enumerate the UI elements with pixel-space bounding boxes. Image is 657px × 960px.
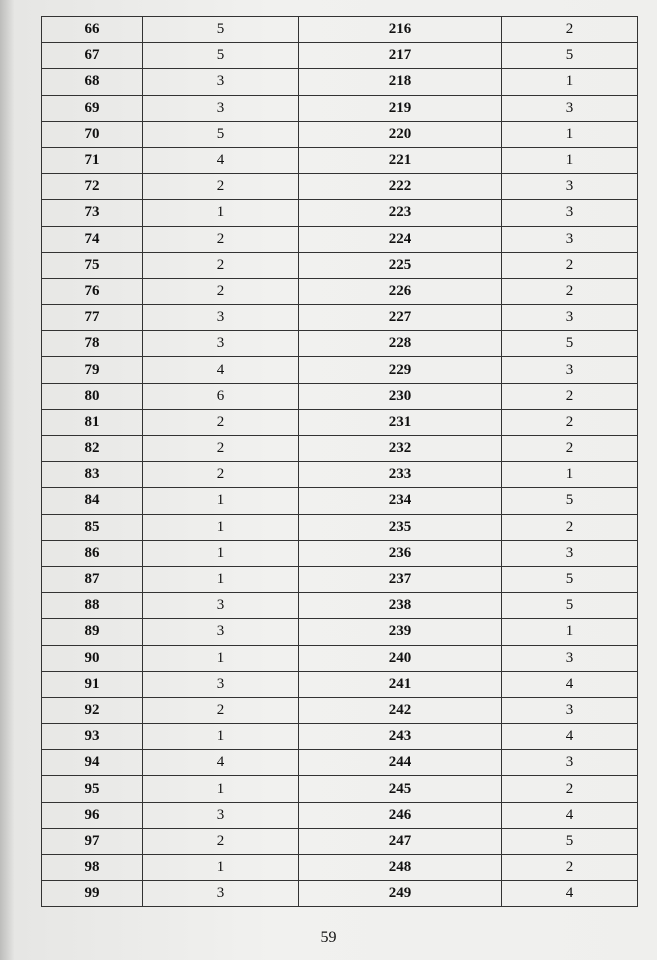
data-table xyxy=(41,16,638,907)
value-left: 1 xyxy=(143,645,299,671)
row-id-left: 84 xyxy=(42,488,143,514)
value-left: 2 xyxy=(143,828,299,854)
table-row xyxy=(42,724,638,750)
row-id-right: 234 xyxy=(299,488,502,514)
row-id-left: 83 xyxy=(42,462,143,488)
table-row xyxy=(42,436,638,462)
row-id-left: 78 xyxy=(42,331,143,357)
row-id-right: 247 xyxy=(299,828,502,854)
value-right: 5 xyxy=(502,331,638,357)
value-left: 3 xyxy=(143,593,299,619)
row-id-right: 241 xyxy=(299,671,502,697)
value-right: 1 xyxy=(502,462,638,488)
value-left: 5 xyxy=(143,43,299,69)
value-right: 1 xyxy=(502,147,638,173)
row-id-left: 86 xyxy=(42,540,143,566)
value-left: 1 xyxy=(143,566,299,592)
row-id-right: 217 xyxy=(299,43,502,69)
row-id-left: 93 xyxy=(42,724,143,750)
value-right: 4 xyxy=(502,671,638,697)
table-row xyxy=(42,776,638,802)
value-right: 5 xyxy=(502,593,638,619)
value-left: 3 xyxy=(143,305,299,331)
table-row xyxy=(42,750,638,776)
row-id-left: 75 xyxy=(42,252,143,278)
row-id-left: 96 xyxy=(42,802,143,828)
table-body xyxy=(42,17,638,907)
row-id-left: 73 xyxy=(42,200,143,226)
row-id-left: 87 xyxy=(42,566,143,592)
value-left: 2 xyxy=(143,462,299,488)
row-id-right: 221 xyxy=(299,147,502,173)
table-row xyxy=(42,43,638,69)
value-right: 2 xyxy=(502,514,638,540)
value-left: 1 xyxy=(143,855,299,881)
value-left: 1 xyxy=(143,540,299,566)
row-id-right: 219 xyxy=(299,95,502,121)
value-left: 1 xyxy=(143,514,299,540)
value-left: 3 xyxy=(143,619,299,645)
page-number: 59 xyxy=(320,929,337,946)
row-id-left: 85 xyxy=(42,514,143,540)
row-id-right: 230 xyxy=(299,383,502,409)
row-id-right: 243 xyxy=(299,724,502,750)
value-right: 3 xyxy=(502,645,638,671)
row-id-left: 77 xyxy=(42,305,143,331)
row-id-left: 81 xyxy=(42,409,143,435)
row-id-right: 235 xyxy=(299,514,502,540)
row-id-right: 229 xyxy=(299,357,502,383)
value-right: 3 xyxy=(502,174,638,200)
table-row xyxy=(42,540,638,566)
value-left: 1 xyxy=(143,488,299,514)
value-right: 5 xyxy=(502,828,638,854)
value-right: 2 xyxy=(502,383,638,409)
value-left: 4 xyxy=(143,147,299,173)
table-row xyxy=(42,409,638,435)
row-id-right: 218 xyxy=(299,69,502,95)
table-row xyxy=(42,514,638,540)
value-left: 3 xyxy=(143,95,299,121)
row-id-left: 92 xyxy=(42,697,143,723)
value-left: 2 xyxy=(143,697,299,723)
table-row xyxy=(42,619,638,645)
table-row xyxy=(42,881,638,907)
table-row xyxy=(42,593,638,619)
table-row xyxy=(42,69,638,95)
table-row xyxy=(42,802,638,828)
table-row xyxy=(42,147,638,173)
value-right: 1 xyxy=(502,69,638,95)
page-edge-shadow xyxy=(0,0,14,960)
row-id-left: 69 xyxy=(42,95,143,121)
value-right: 4 xyxy=(502,881,638,907)
row-id-right: 222 xyxy=(299,174,502,200)
value-right: 1 xyxy=(502,619,638,645)
value-right: 1 xyxy=(502,121,638,147)
value-left: 2 xyxy=(143,226,299,252)
value-left: 4 xyxy=(143,750,299,776)
table-row xyxy=(42,252,638,278)
row-id-right: 236 xyxy=(299,540,502,566)
row-id-right: 233 xyxy=(299,462,502,488)
row-id-right: 224 xyxy=(299,226,502,252)
row-id-right: 238 xyxy=(299,593,502,619)
table-row xyxy=(42,462,638,488)
value-right: 3 xyxy=(502,697,638,723)
row-id-left: 70 xyxy=(42,121,143,147)
row-id-left: 66 xyxy=(42,17,143,43)
value-left: 2 xyxy=(143,409,299,435)
row-id-right: 226 xyxy=(299,278,502,304)
row-id-left: 71 xyxy=(42,147,143,173)
value-left: 3 xyxy=(143,671,299,697)
value-right: 3 xyxy=(502,200,638,226)
table-row xyxy=(42,17,638,43)
row-id-right: 245 xyxy=(299,776,502,802)
row-id-right: 237 xyxy=(299,566,502,592)
row-id-left: 97 xyxy=(42,828,143,854)
value-left: 3 xyxy=(143,331,299,357)
value-left: 5 xyxy=(143,17,299,43)
row-id-left: 79 xyxy=(42,357,143,383)
value-left: 3 xyxy=(143,69,299,95)
value-right: 3 xyxy=(502,305,638,331)
table-row xyxy=(42,121,638,147)
row-id-left: 74 xyxy=(42,226,143,252)
table-row xyxy=(42,645,638,671)
value-right: 4 xyxy=(502,802,638,828)
table-row xyxy=(42,331,638,357)
row-id-left: 98 xyxy=(42,855,143,881)
value-left: 6 xyxy=(143,383,299,409)
row-id-right: 240 xyxy=(299,645,502,671)
row-id-right: 249 xyxy=(299,881,502,907)
value-right: 5 xyxy=(502,43,638,69)
value-left: 1 xyxy=(143,200,299,226)
row-id-right: 232 xyxy=(299,436,502,462)
value-right: 2 xyxy=(502,776,638,802)
value-left: 5 xyxy=(143,121,299,147)
value-right: 2 xyxy=(502,278,638,304)
value-left: 1 xyxy=(143,724,299,750)
table-row xyxy=(42,671,638,697)
value-right: 2 xyxy=(502,17,638,43)
row-id-right: 227 xyxy=(299,305,502,331)
table-row xyxy=(42,828,638,854)
value-left: 1 xyxy=(143,776,299,802)
value-right: 3 xyxy=(502,540,638,566)
row-id-left: 88 xyxy=(42,593,143,619)
value-left: 3 xyxy=(143,881,299,907)
row-id-right: 248 xyxy=(299,855,502,881)
row-id-left: 89 xyxy=(42,619,143,645)
value-right: 5 xyxy=(502,488,638,514)
row-id-left: 90 xyxy=(42,645,143,671)
value-left: 2 xyxy=(143,174,299,200)
table-row xyxy=(42,488,638,514)
table-row xyxy=(42,305,638,331)
row-id-left: 68 xyxy=(42,69,143,95)
value-left: 2 xyxy=(143,252,299,278)
table-row xyxy=(42,278,638,304)
row-id-right: 246 xyxy=(299,802,502,828)
table-row xyxy=(42,174,638,200)
row-id-left: 82 xyxy=(42,436,143,462)
row-id-right: 231 xyxy=(299,409,502,435)
table-row xyxy=(42,357,638,383)
row-id-right: 220 xyxy=(299,121,502,147)
row-id-left: 76 xyxy=(42,278,143,304)
table-row xyxy=(42,566,638,592)
row-id-right: 225 xyxy=(299,252,502,278)
table-row xyxy=(42,383,638,409)
value-right: 3 xyxy=(502,357,638,383)
value-right: 2 xyxy=(502,855,638,881)
row-id-right: 242 xyxy=(299,697,502,723)
value-right: 2 xyxy=(502,436,638,462)
value-left: 3 xyxy=(143,802,299,828)
table-row xyxy=(42,226,638,252)
value-right: 5 xyxy=(502,566,638,592)
row-id-left: 80 xyxy=(42,383,143,409)
row-id-right: 216 xyxy=(299,17,502,43)
value-right: 2 xyxy=(502,409,638,435)
value-right: 2 xyxy=(502,252,638,278)
value-right: 3 xyxy=(502,95,638,121)
table-row xyxy=(42,697,638,723)
value-left: 2 xyxy=(143,436,299,462)
value-left: 2 xyxy=(143,278,299,304)
row-id-left: 91 xyxy=(42,671,143,697)
row-id-left: 67 xyxy=(42,43,143,69)
row-id-right: 228 xyxy=(299,331,502,357)
row-id-left: 99 xyxy=(42,881,143,907)
row-id-right: 244 xyxy=(299,750,502,776)
value-left: 4 xyxy=(143,357,299,383)
value-right: 3 xyxy=(502,750,638,776)
row-id-left: 94 xyxy=(42,750,143,776)
value-right: 3 xyxy=(502,226,638,252)
row-id-left: 72 xyxy=(42,174,143,200)
table-row xyxy=(42,855,638,881)
row-id-left: 95 xyxy=(42,776,143,802)
row-id-right: 223 xyxy=(299,200,502,226)
row-id-right: 239 xyxy=(299,619,502,645)
table-row xyxy=(42,95,638,121)
table-row xyxy=(42,200,638,226)
value-right: 4 xyxy=(502,724,638,750)
